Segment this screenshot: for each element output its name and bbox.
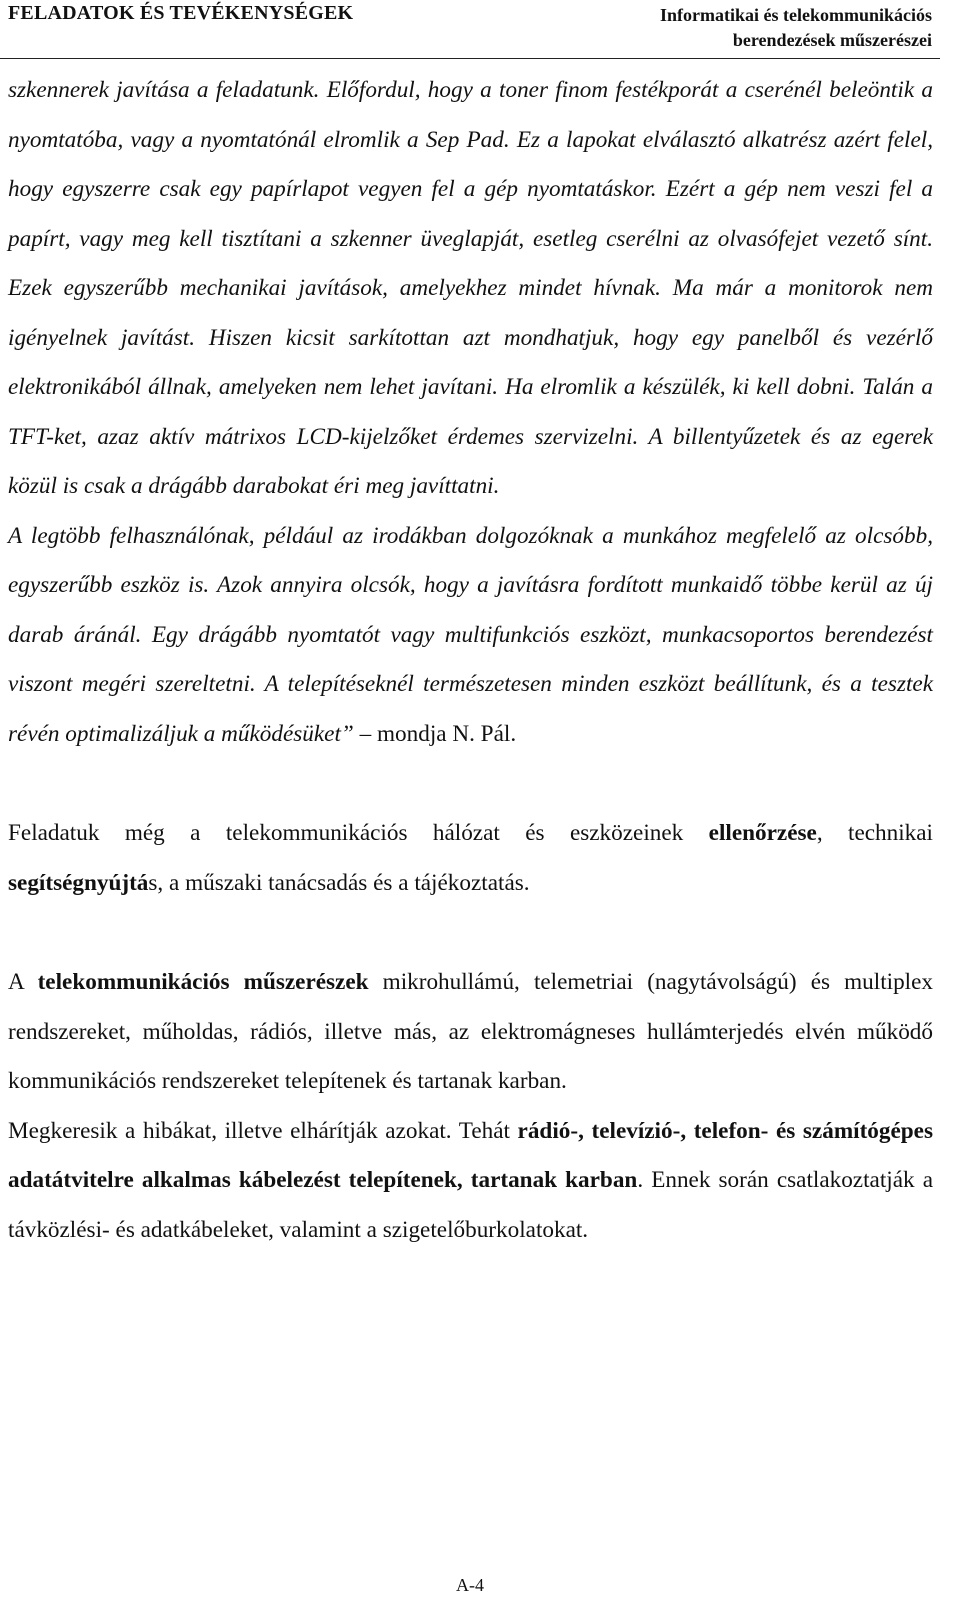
repairs-text-2: . Ennek során csatlakoztatják a távközlési- és adatkábeleket, valamint a szigetelőburkolatokat. <box>8 1167 933 1243</box>
paragraph-tasks <box>8 809 933 908</box>
page-number: A-4 <box>456 1575 484 1595</box>
repairs-bold-1: rádió-, televízió-, telefon- és számítógépes adatátvitelre alkalmas kábelezést telepítenek, tartanak karban <box>8 1117 933 1193</box>
telecom-text-1: A <box>8 969 38 995</box>
paragraph-quote-part1 <box>8 66 933 512</box>
tasks-bold-2: segítségnyújtá <box>8 869 149 896</box>
telecom-bold-1: telekommunikációs műszerészek <box>37 969 369 995</box>
repairs-text-1: Megkeresik a hibákat, illetve elhárítják azokat. Tehát <box>8 1117 518 1144</box>
header-subject <box>660 3 932 53</box>
document-body <box>8 66 933 1255</box>
tasks-bold-1: ellenőrzése <box>708 820 817 846</box>
paragraph-quote-part2 <box>8 512 933 760</box>
tasks-text-3: s, a műszaki tanácsadás és a tájékoztatás. <box>148 869 530 896</box>
paragraph-telecom <box>8 958 933 1107</box>
tasks-text-2: , technikai <box>816 820 933 846</box>
quote-text-2: A legtöbb felhasználónak, például az irodákban dolgozóknak a munkához megfelelő az olcsóbb, egyszerűbb eszköz is. Azok annyira olcsók, hogy a javításra fordított munkaidő többe kerül az új darab áránál. Egy drágább nyomtatót vagy multifunkciós eszközt, munkacsoportos berendezést viszont megéri szereltetni. A telepítéseknél természetesen minden eszközt beállítunk, és a tesztek révén optimalizáljuk a működésüket” <box>8 522 933 747</box>
quote-text-1: szkennerek javítása a feladatunk. Előfordul, hogy a toner finom festékporát a cserénél beleöntik a nyomtatóba, vagy a nyomtatónál elromlik a Sep Pad. Ez a lapokat elválasztó alkatrész azért felel, hogy egyszerre csak egy papírlapot vegyen fel a gép nyomtatáskor. Ezért a gép nem veszi fel a papírt, vagy meg kell tisztítani a szkenner üveglapját, esetleg cserélni az olvasófejet vezető sínt. Ezek egyszerűbb mechanikai javítások, amelyekhez mindet hívnak. Ma már a monitorok nem igényelnek javítást. Hiszen kicsit sarkítottan azt mondhatjuk, hogy egy panelből és vezérlő elektronikából állnak, amelyeken nem lehet javítani. Ha elromlik a készülék, ki kell dobni. Talán a TFT-ket, azaz aktív mátrixos LCD-kijelzőket érdemes szervizelni. A billentyűzetek és az egerek közül is csak a drágább darabokat éri meg javíttatni. <box>8 77 933 499</box>
header-subject-line2: berendezések műszerészei <box>732 30 932 50</box>
tasks-text-1: Feladatuk még a telekommunikációs hálózat és eszközeinek <box>8 820 709 846</box>
paragraph-repairs <box>8 1107 933 1256</box>
header-section-title: FELADATOK ÉS TEVÉKENYSÉGEK <box>8 2 354 24</box>
header-subject-line1: Informatikai és telekommunikációs <box>660 5 932 25</box>
telecom-text-2: mikrohullámú, telemetriai (nagytávolságú) és multiplex rendszereket, műholdas, rádiós, illetve más, az elektromágneses hullámterjedés elvén működő kommunikációs rendszereket telepítenek és tartanak karban. <box>8 969 933 1094</box>
page-header <box>0 0 940 59</box>
quote-attribution: – mondja N. Pál. <box>353 720 517 747</box>
